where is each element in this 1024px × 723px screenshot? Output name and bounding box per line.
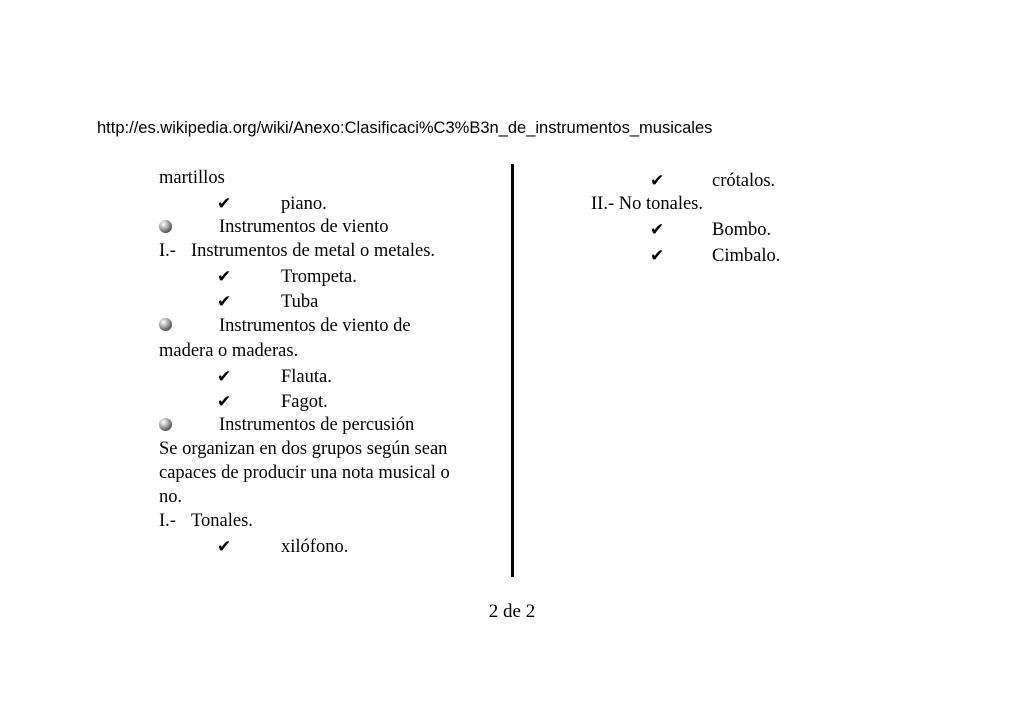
item-cimbalo: Cimbalo.: [712, 246, 781, 266]
check-icon: ✔: [650, 171, 665, 191]
heading-madera-1: Instrumentos de viento de: [219, 316, 411, 336]
heading-viento: Instrumentos de viento: [219, 217, 389, 237]
label-num-metal: I.-: [159, 241, 176, 261]
heading-percusion: Instrumentos de percusión: [219, 415, 415, 435]
label-metal: Instrumentos de metal o metales.: [191, 241, 436, 261]
item-xilofono: xilófono.: [281, 537, 349, 557]
label-num-tonales: I.-: [159, 511, 176, 531]
sphere-bullet-icon: [159, 220, 172, 233]
sphere-bullet-icon: [159, 418, 172, 431]
text-martillos: martillos: [159, 168, 225, 188]
source-url: http://es.wikipedia.org/wiki/Anexo:Clasificaci%C3%B3n_de_instrumentos_musicales: [97, 119, 713, 137]
label-no-tonales: II.- No tonales.: [591, 194, 703, 214]
column-divider: [511, 164, 514, 577]
item-bombo: Bombo.: [712, 220, 772, 240]
check-icon: ✔: [650, 246, 665, 266]
item-fagot: Fagot.: [281, 392, 328, 412]
sphere-bullet-icon: [159, 318, 172, 331]
paragraph-line: no.: [159, 487, 183, 507]
heading-madera-2: madera o maderas.: [159, 341, 299, 361]
paragraph-line: Se organizan en dos grupos según sean: [159, 439, 448, 459]
check-icon: ✔: [217, 367, 232, 387]
item-piano: piano.: [281, 194, 327, 214]
check-icon: ✔: [217, 537, 232, 557]
label-tonales: Tonales.: [191, 511, 253, 531]
check-icon: ✔: [217, 194, 232, 214]
check-icon: ✔: [217, 392, 232, 412]
item-crotalos: crótalos.: [712, 171, 776, 191]
check-icon: ✔: [217, 292, 232, 312]
check-icon: ✔: [217, 267, 232, 287]
item-flauta: Flauta.: [281, 367, 332, 387]
check-icon: ✔: [650, 220, 665, 240]
paragraph-line: capaces de producir una nota musical o: [159, 463, 450, 483]
page-number: 2 de 2: [488, 601, 536, 622]
item-trompeta: Trompeta.: [281, 267, 357, 287]
item-tuba: Tuba: [281, 292, 319, 312]
